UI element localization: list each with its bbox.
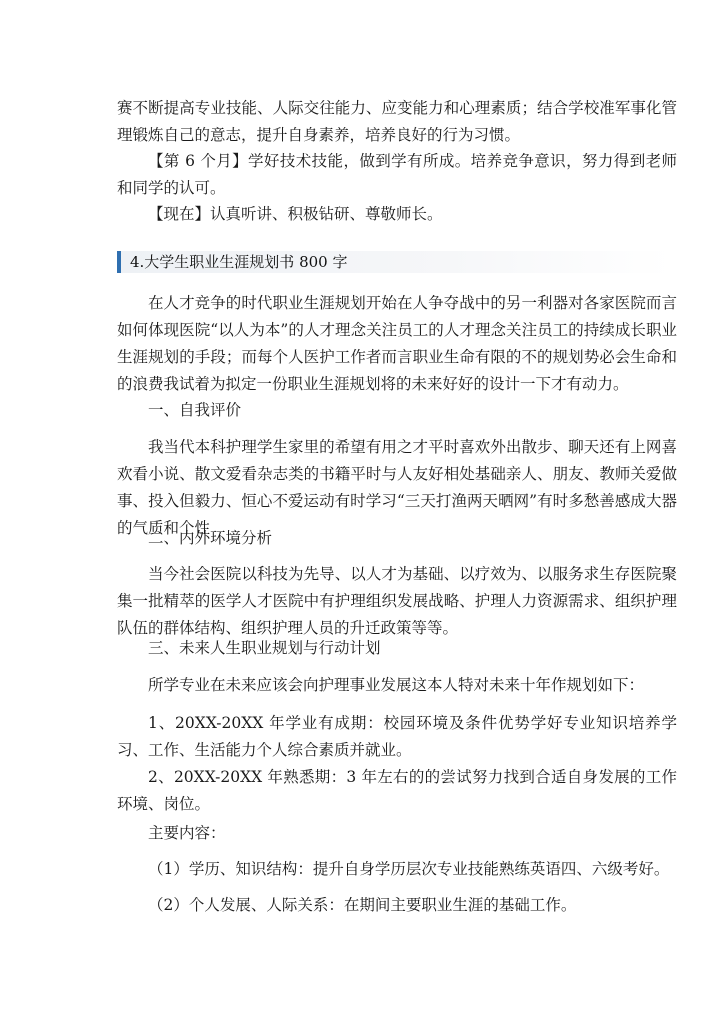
subheading-self-evaluation: 一、自我评价 (148, 401, 242, 419)
list-item-education: （1）学历、知识结构：提升自身学历层次专业技能熟练英语四、六级考好。 (148, 860, 670, 878)
paragraph-ten-year-plan: 所学专业在未来应该会向护理事业发展这本人特对未来十年作规划如下： (148, 676, 645, 694)
section-heading-accent-bar (117, 251, 121, 273)
paragraph-month-6: 【第 6 个月】学好技术技能，做到学有所成。培养竞争意识，努力得到老师和同学的认可。 (117, 152, 677, 197)
subheading-environment-analysis: 二、内外环境分析 (148, 529, 273, 547)
paragraph-environment-analysis: 当今社会医院以科技为先导、以人才为基础、以疗效为、以服务求生存医院聚集一批精萃的医学人才医院中有护理组织发展战略、护理人力资源需求、组织护理队伍的群体结构、组织护理人员的升迁政策等等。 (117, 565, 677, 637)
paragraph-phase-1: 1、20XX-20XX 年学业有成期：校园环境及条件优势学好专业知识培养学习、工作、生活能力个人综合素质并就业。 (117, 714, 677, 759)
section-heading: 4.大学生职业生涯规划书 800 字 (130, 253, 348, 271)
paragraph-now: 【现在】认真听讲、积极钻研、尊敬师长。 (148, 205, 443, 223)
paragraph-continuation: 赛不断提高专业技能、人际交往能力、应变能力和心理素质；结合学校准军事化管理锻炼自己的意志，提升自身素养，培养良好的行为习惯。 (117, 99, 677, 144)
paragraph-self-evaluation: 我当代本科护理学生家里的希望有用之才平时喜欢外出散步、聊天还有上网喜欢看小说、散文爱看杂志类的书籍平时与人友好相处基础亲人、朋友、教师关爱做事、投入但毅力、恒心不爱运动有时学习“三天打渔两天晒网”有时多愁善感成大器的气质和个性 (117, 438, 677, 537)
list-item-personal-development: （2）个人发展、人际关系：在期间主要职业生涯的基础工作。 (148, 896, 577, 914)
subheading-future-plan: 三、未来人生职业规划与行动计划 (148, 639, 381, 657)
paragraph-intro: 在人才竞争的时代职业生涯规划开始在人争夺战中的另一利器对各家医院而言如何体现医院“以人为本”的人才理念关注员工的人才理念关注员工的持续成长职业生涯规划的手段；而每个人医护工作者而言职业生命有限的不的规划势必会生命和的浪费我试着为拟定一份职业生涯规划将的未来好好的设计一下才有动力。 (117, 294, 677, 393)
paragraph-phase-2: 2、20XX-20XX 年熟悉期：3 年左右的的尝试努力找到合适自身发展的工作环境、岗位。 (117, 768, 677, 813)
label-main-content: 主要内容： (148, 824, 226, 842)
